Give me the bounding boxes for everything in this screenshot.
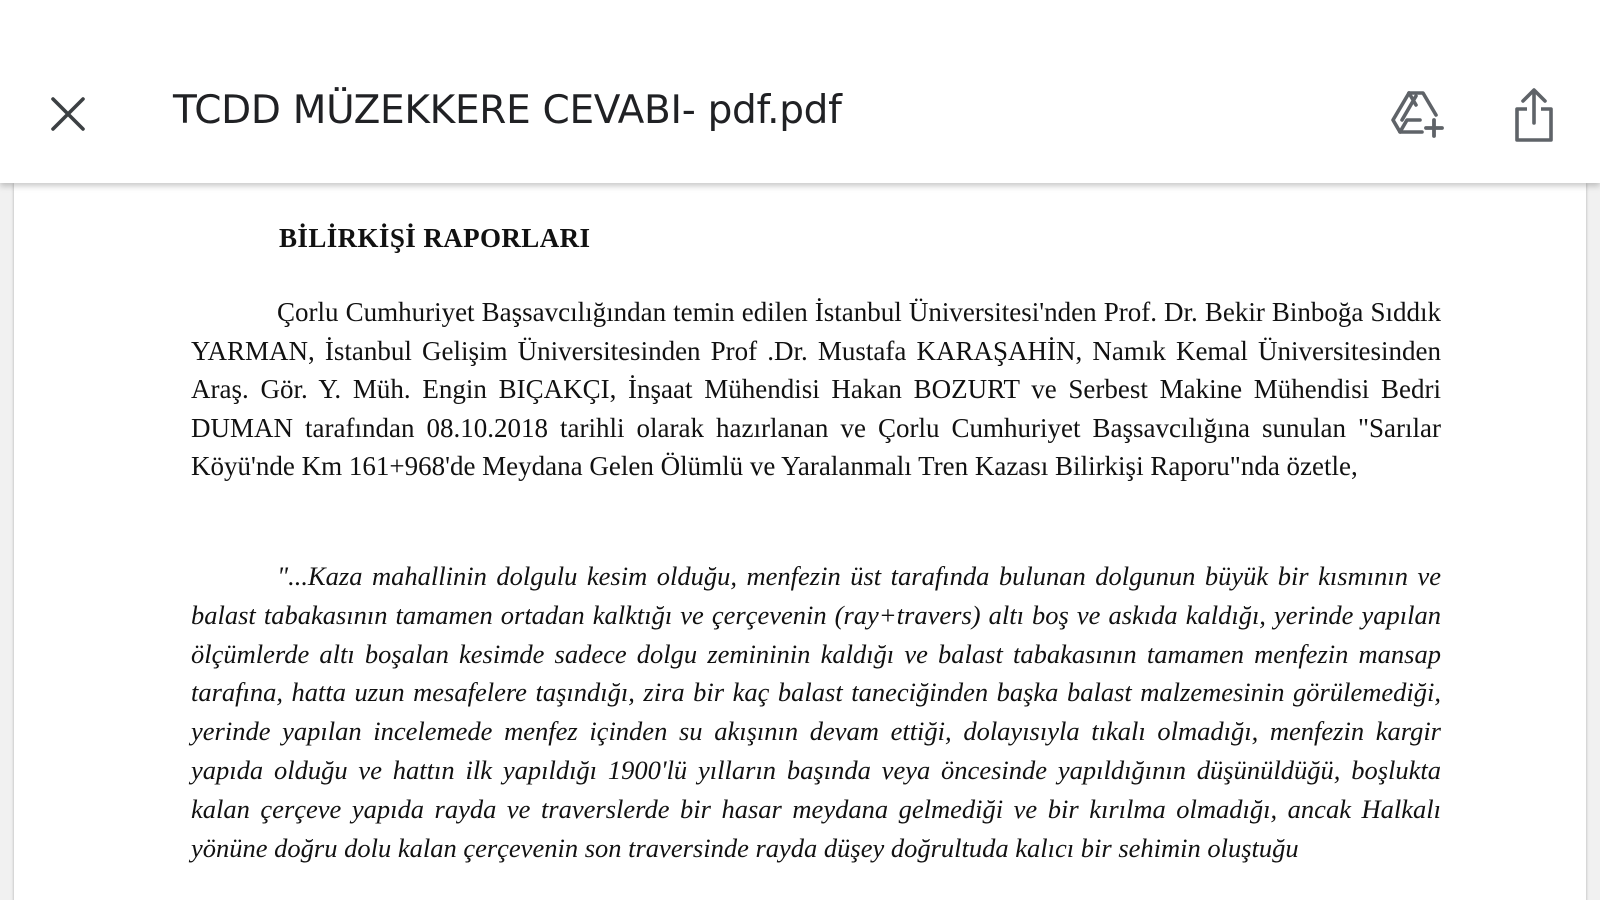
add-to-drive-icon (1390, 90, 1446, 140)
pdf-page (14, 183, 1586, 900)
close-button[interactable] (38, 84, 98, 144)
section-heading: BİLİRKİŞİ RAPORLARI (279, 223, 591, 253)
document-title: TCDD MÜZEKKERE CEVABI- pdf.pdf (173, 88, 842, 133)
add-to-drive-button[interactable] (1385, 82, 1451, 148)
share-button[interactable] (1504, 80, 1564, 150)
close-icon (50, 96, 86, 132)
share-icon (1513, 87, 1555, 143)
paragraph-2-quote: "...Kaza mahallinin dolgulu kesim olduğu, menfezin üst tarafında bulunan dolgunun büyük bir kısmının ve balast tabakasının tamamen ortadan kalktığı ve çerçevenin (ray+travers) altı boş ve askıda kaldığı, yerinde yapılan ölçümlerde altı boşalan kesimde sadece dolgu zemininin kaldığı ve balast tabakasının tamamen menfezin mansap tarafına, hatta uzun mesafelere taşındığı, zira bir kaç balast taneciğinden başka balast malzemesinin görülemediği, yerinde yapılan incelemede menfez içinden su akışının devam ettiği, dolayısıyla tıkalı olmadığı, menfezin kargir yapıda olduğu ve hattın ilk yapıldığı 1900'lü yılların başında veya öncesinde yapıldığının düşünüldüğü, boşlukta kalan çerçeve yapıda rayda ve traverslerde bir hasar meydana gelmediği ve bir kırılma olmadığı, ancak Halkalı yönüne doğru dolu kalan çerçevenin son traversinde rayda düşey doğrultuda kalıcı bir sehimin oluştuğu (191, 561, 1441, 863)
paragraph-1: Çorlu Cumhuriyet Başsavcılığından temin edilen İstanbul Üniversitesi'nden Prof. Dr. Bekir Binboğa Sıddık YARMAN, İstanbul Gelişim Üniversitesinden Prof .Dr. Mustafa KARAŞAHİN, Namık Kemal Üniversitesinden Araş. Gör. Y. Müh. Engin BIÇAKÇI, İnşaat Mühendisi Hakan BOZURT ve Serbest Makine Mühendisi Bedri DUMAN tarafından 08.10.2018 tarihli olarak hazırlanan ve Çorlu Cumhuriyet Başsavcılığına sunulan "Sarılar Köyü'nde Km 161+968'de Meydana Gelen Ölümlü ve Yaralanmalı Tren Kazası Bilirkişi Raporu"nda özetle, (191, 297, 1441, 482)
viewer-header (0, 0, 1600, 183)
